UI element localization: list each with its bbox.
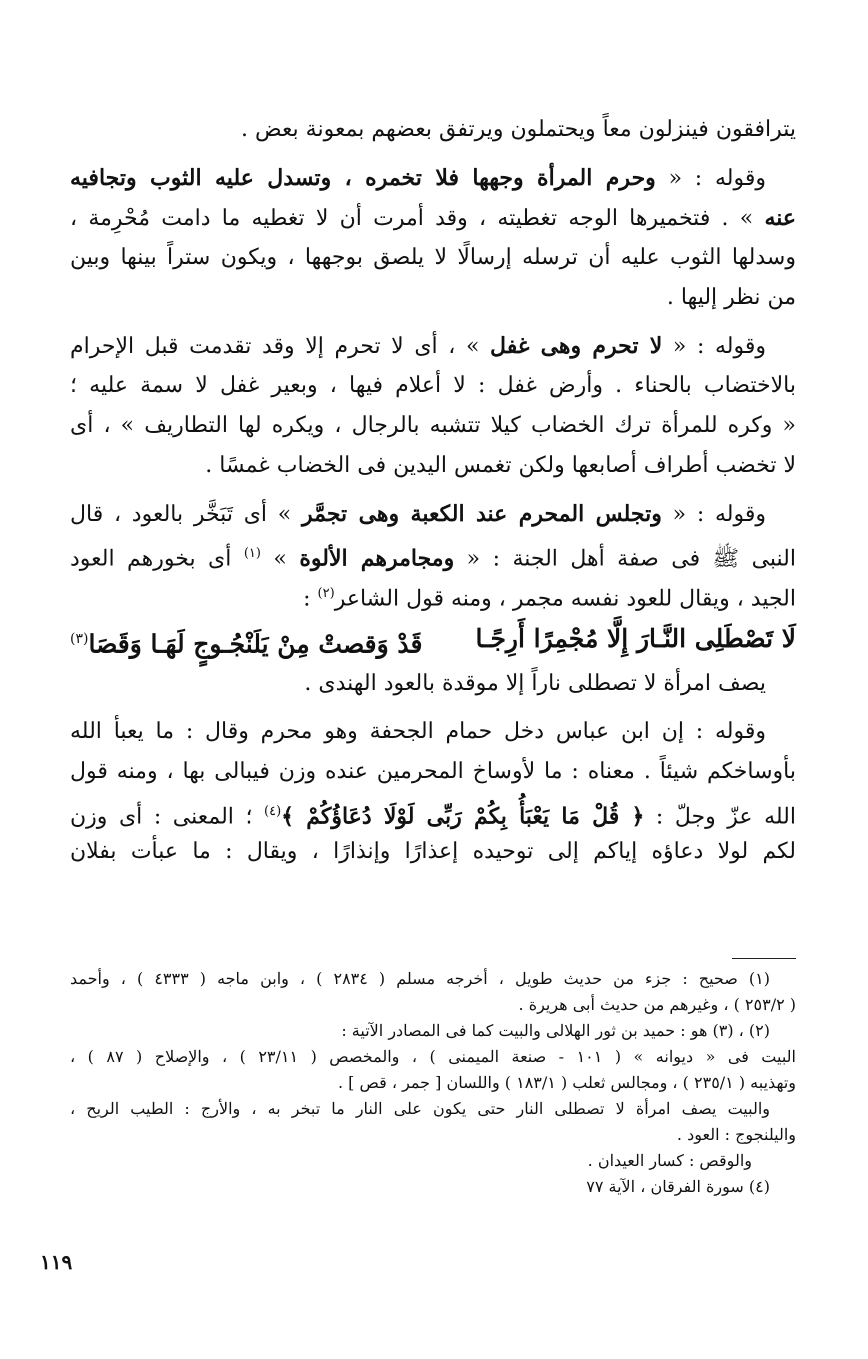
quoted-text: لا تحرم وهى غفل <box>490 333 663 359</box>
poem-hemistich-1: لَا تَصْطَلِى النَّـارَ إِلَّا مُجْمِرًا أَرِجًـا <box>475 624 796 653</box>
text-span: » ، أى لا تحرم إلا وقد تقدمت قبل الإحرام <box>70 334 491 359</box>
footnote-line: (١) صحيح : جزء من حديث طويل ، أخرجه مسلم ( ٢٨٣٤ ) ، وابن ماجه ( ٤٣٣٣ ) ، وأحمد <box>70 969 770 988</box>
text-line: وقوله : إن ابن عباس دخل حمام الجحفة وهو محرم وقال : ما يعبأ الله <box>70 719 766 744</box>
text-span: قَدْ وَقصتْ مِنْ يَلَنْجُـوجٍ لَهَـا وَقَصَا <box>88 629 423 659</box>
footnote-line: والوقص : كسار العيدان . <box>587 1151 752 1170</box>
text-span: النبى ﷺ فى صفة أهل الجنة : « <box>454 546 796 572</box>
footnote-line: (٤) سورة الفرقان ، الآية ٧٧ <box>586 1177 770 1196</box>
text-span: أى بخورهم العود <box>70 546 244 572</box>
footnote-line: والبيت يصف امرأة لا تصطلى النار حتى يكون على النار ما تبخر به ، والأرج : الطيب الريح ، <box>70 1099 770 1118</box>
text-span: وقوله : « <box>662 334 767 359</box>
footnotes <box>70 966 796 1200</box>
text-line: بأوساخكم شيئاً . معناه : ما لأوساخ المحرمين عنده وزن فيبالى بها ، ومنه قول <box>70 759 796 784</box>
text-line: لا تخضب أطراف أصابعها ولكن تغمس اليدين فى الخضاب غمسًا . <box>205 453 796 478</box>
text-line <box>70 534 796 574</box>
text-span: » أى تَبَخَّر بالعود ، قال <box>70 502 302 527</box>
text-span: الجيد ، ويقال للعود نفسه مجمر ، ومنه قول الشاعر <box>334 586 796 612</box>
text-span: : <box>303 586 318 612</box>
text-line <box>70 198 796 238</box>
poem-verse <box>70 614 796 664</box>
main-text <box>70 110 796 872</box>
footnote-line: وتهذيبه ( ٢٣٥/١ ) ، ومجالس ثعلب ( ١٨٣/١ ) واللسان [ جمر ، قص ] . <box>337 1073 796 1092</box>
footnote-line: ( ٢٥٣/٢ ) ، وغيرهم من حديث أبى هريرة . <box>518 995 796 1014</box>
text-line <box>70 792 796 832</box>
text-span: وقوله : « <box>655 166 766 191</box>
footnote-line: (٢) ، (٣) هو : حميد بن ثور الهلالى والبيت كما فى المصادر الآتية : <box>341 1021 770 1040</box>
footnote-divider <box>732 958 796 959</box>
page-number: ١١٩ <box>40 1250 73 1274</box>
quoted-text: وحرم المرأة وجهها فلا تخمره ، وتسدل عليه الثوب وتجافيه <box>70 165 656 191</box>
quoted-text: وتجلس المحرم عند الكعبة وهى تجمَّر <box>301 501 662 527</box>
footnote-ref: (٣) <box>70 631 89 647</box>
footnote-ref: (٤) <box>264 804 282 819</box>
text-line <box>70 574 796 614</box>
text-line <box>70 494 796 534</box>
poem-hemistich-2 <box>70 614 422 664</box>
footnote-line: البيت فى « ديوانه » ( ١٠١ - صنعة الميمنى ) ، والمخصص ( ٢٣/١١ ) ، والإصلاح ( ٨٧ ) ، <box>70 1047 796 1066</box>
text-line: « وكره للمرأة ترك الخضاب كيلا تتشبه بالرجال ، ويكره لها التطاريف » ، أى <box>70 413 796 438</box>
text-line: وسدلها الثوب عليه أن ترسله إرسالًا لا يلصق بوجهها ، ويكون ستراً بينها وبين <box>70 245 796 270</box>
quran-verse: ﴿ قُلْ مَا يَعْبَأُ بِكُمْ رَبِّى لَوْلَا دُعَاؤُكُمْ ﴾ <box>281 803 645 830</box>
text-line <box>70 158 796 198</box>
text-line <box>70 326 796 366</box>
footnote-ref: (٢) <box>317 586 335 601</box>
text-line: من نظر إليها . <box>666 285 796 310</box>
text-span: » . فتخميرها الوجه تغطيته ، وقد أمرت أن لا تغطيه ما دامت مُحْرِمة ، <box>70 206 765 231</box>
footnote-ref: (١) <box>243 546 261 561</box>
text-line: يصف امرأة لا تصطلى ناراً إلا موقدة بالعود الهندى . <box>304 671 766 696</box>
text-line: لكم لولا دعاؤه إياكم إلى توحيده إعذارًا وإنذارًا ، ويقال : ما عبأت بفلان <box>70 839 796 864</box>
footnote-line: واليلنجوج : العود . <box>676 1125 796 1144</box>
text-span: » <box>260 546 300 572</box>
quoted-text: عنه <box>764 205 796 231</box>
text-line: بالاختضاب بالحناء . وأرض غفل : لا أعلام فيها ، وبعير غفل لا سمة عليه ؛ <box>70 373 796 398</box>
text-line: يترافقون فينزلون معاً ويحتملون ويرتفق بعضهم بمعونة بعض . <box>241 117 796 142</box>
quoted-text: ومجامرهم الألوة <box>299 545 455 572</box>
text-span: وقوله : « <box>661 502 767 527</box>
text-span: الله عزّ وجلّ : <box>644 804 796 830</box>
text-span: ؛ المعنى : أى وزن <box>70 804 264 830</box>
